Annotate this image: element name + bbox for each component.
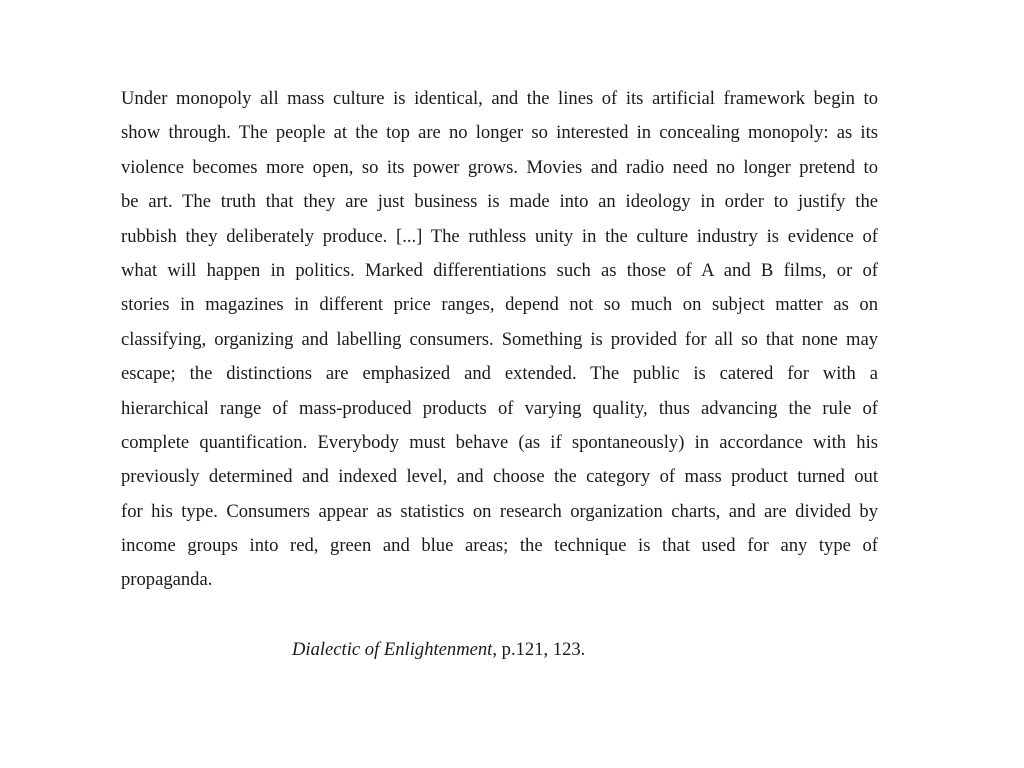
- quote-line-14: income groups into red, green and blue areas; the technique is that used for any type of: [121, 535, 878, 557]
- quote-line-10: hierarchical range of mass-produced products of varying quality, thus advancing the rule of: [121, 397, 878, 419]
- citation-title: Dialectic of Enlightenment: [292, 639, 493, 660]
- quote-line-4: be art. The truth that they are just business is made into an ideology in order to justify the: [121, 191, 878, 213]
- quote-line-1: Under monopoly all mass culture is identical, and the lines of its artificial framework begin to: [121, 88, 878, 109]
- quote-line-5: rubbish they deliberately produce. [...] The ruthless unity in the culture industry is evidence of: [121, 225, 878, 247]
- quote-line-3: violence becomes more open, so its power grows. Movies and radio need no longer pretend to: [121, 156, 878, 178]
- citation-pages: , p.121, 123.: [492, 639, 586, 660]
- quote-line-11: complete quantification. Everybody must behave (as if spontaneously) in accordance with his: [121, 431, 878, 453]
- quote-line-6: what will happen in politics. Marked differentiations such as those of A and B films, or of: [121, 259, 878, 281]
- quote-line-13: for his type. Consumers appear as statistics on research organization charts, and are divided by: [121, 500, 878, 522]
- quote-line-12: previously determined and indexed level, and choose the category of mass product turned out: [121, 466, 878, 488]
- quote-line-2: show through. The people at the top are no longer so interested in concealing monopoly: as its: [121, 122, 878, 144]
- citation: [292, 635, 585, 665]
- quote-line-9: escape; the distinctions are emphasized and extended. The public is catered for with a: [121, 363, 878, 385]
- quote-line-15: propaganda.: [121, 569, 213, 591]
- quote-line-8: classifying, organizing and labelling consumers. Something is provided for all so that none may: [121, 328, 878, 350]
- quote-line-7: stories in magazines in different price ranges, depend not so much on subject matter as on: [121, 294, 878, 316]
- quote-paragraph: [121, 82, 878, 598]
